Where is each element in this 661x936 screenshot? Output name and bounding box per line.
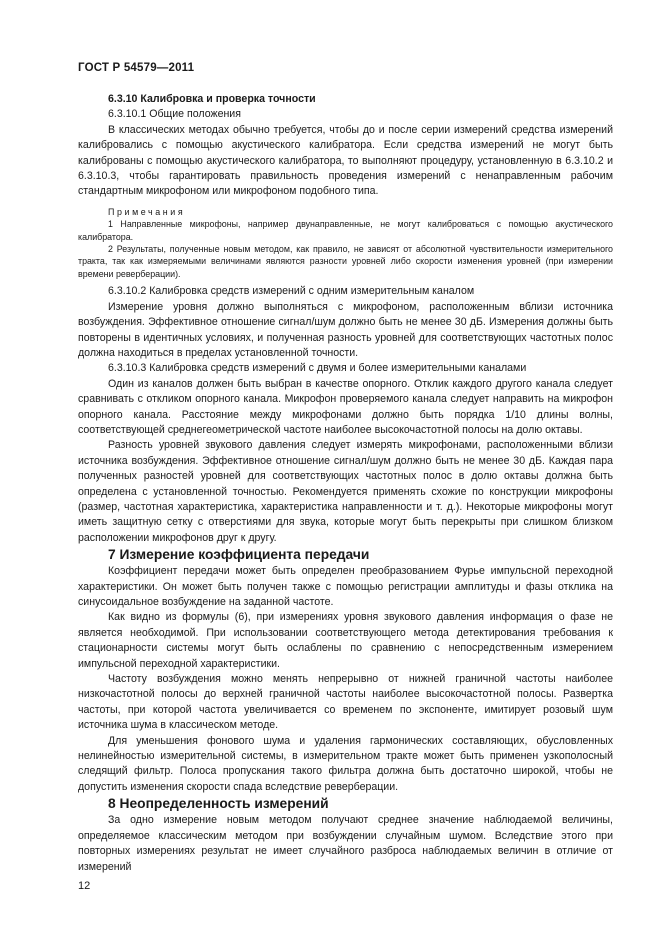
subsection-6-3-10-3-heading: 6.3.10.3 Калибровка средств измерений с двумя и более измерительными каналами — [108, 362, 527, 375]
paragraph: Частоту возбуждения можно менять непрерывно от нижней граничной частоты наиболее низкочастотной полосы до верхней граничной частоты наиболее высокочастотной полосы. Развертка частоты, при которой частота увеличивается со временем по экспоненте, имитирует розовый шум источника шума в классическом методе. — [78, 673, 613, 732]
paragraph: Разность уровней звукового давления следует измерять микрофонами, расположенными вблизи источника возбуждения. Эффективное отношение сигнал/шум должно быть не менее 30 дБ. Каждая пара полученных разностей уровней для соответствующих частотных полос в долю октавы должна быть определена с установленной точностью. Рекомендуется применять схожие по конструкции микрофоны (размер, частотная характеристика, характеристика направленности и т. д.). Некоторые микрофоны могут иметь защитную сетку с отверстиями для звука, которые могут быть перекрыты при слишком близком расположении микрофонов друг к другу. — [78, 439, 613, 544]
paragraph: Коэффициент передачи может быть определен преобразованием Фурье импульсной переходной характеристики. Он может быть получен также с помощью регистрации амплитуды и фазы отклика на синусоидальное возбуждение на заданной частоте. — [78, 565, 613, 608]
document-body — [78, 92, 613, 875]
section-8-heading: 8 Неопределенность измерений — [108, 796, 329, 812]
paragraph: В классических методах обычно требуется, чтобы до и после серии измерений средства измерений калибровались с помощью акустического калибратора. Если средства измерений не могут быть калиброваны с помощью акустического калибратора, то выполняют процедуру, установленную в 6.3.10.2 и 6.3.10.3, чтобы гарантировать правильность проведения измерений с ненаправленным рабочим стандартным микрофоном или микрофоном подобного типа. — [78, 123, 613, 198]
paragraph: Для уменьшения фонового шума и удаления гармонических составляющих, обусловленных нелинейностью измерительной системы, в измерительном тракте может быть применен узкополосный следящий фильтр. Полоса пропускания такого фильтра должна быть достаточно широкой, чтобы не допустить изменения скорости спада вследствие реверберации. — [78, 734, 613, 793]
subsection-6-3-10-2-heading: 6.3.10.2 Калибровка средств измерений с одним измерительным каналом — [108, 285, 475, 298]
paragraph: За одно измерение новым методом получают среднее значение наблюдаемой величины, определяемое классическим методом при возбуждении случайным шумом. Вследствие этого при повторных измерениях результат не имеет случайного разброса наблюдаемых величин в отличие от измерений — [78, 814, 613, 873]
paragraph: Один из каналов должен быть выбран в качестве опорного. Отклик каждого другого канала следует сравнивать с откликом опорного канала. Микрофон проверяемого канала следует направить на микрофон опорного канала. Расстояние между микрофонами должно быть порядка 1/10 длины волны, соответствующей среднегеометрической частоте наиболее высокочастотной полосы на долю октавы. — [78, 377, 613, 436]
page-number: 12 — [78, 880, 91, 892]
note-1: 1 Направленные микрофоны, например двунаправленные, не могут калиброваться с помощью акустического калибратора. — [78, 219, 613, 242]
paragraph: Как видно из формулы (6), при измерениях уровня звукового давления информация о фазе не является необходимой. При использовании соответствующего метода детектирования требования к стационарности системы могут быть ослаблены по сравнению с непосредственным измерением импульсной переходной характеристики. — [78, 611, 613, 670]
note-2: 2 Результаты, полученные новым методом, как правило, не зависят от абсолютной чувствительности измерительного тракта, так как измеряемыми величинами являются разности уровней либо скорости изменения уровней (при измерении времени реверберации). — [78, 244, 613, 279]
notes-block — [78, 206, 613, 280]
paragraph: Измерение уровня должно выполняться с микрофоном, расположенным вблизи источника возбуждения. Эффективное отношение сигнал/шум должно быть не менее 30 дБ. Измерения должны быть повторены в идентичных условиях, и полученная разность уровней для соответствующих частотных полос должна находиться в пределах установленной точности. — [78, 300, 613, 359]
document-code-header: ГОСТ Р 54579—2011 — [78, 62, 195, 74]
notes-title: Примечания — [108, 206, 186, 217]
section-7-heading: 7 Измерение коэффициента передачи — [108, 547, 370, 563]
section-6-3-10-heading: 6.3.10 Калибровка и проверка точности — [108, 93, 316, 105]
subsection-6-3-10-1-heading: 6.3.10.1 Общие положения — [108, 108, 241, 121]
